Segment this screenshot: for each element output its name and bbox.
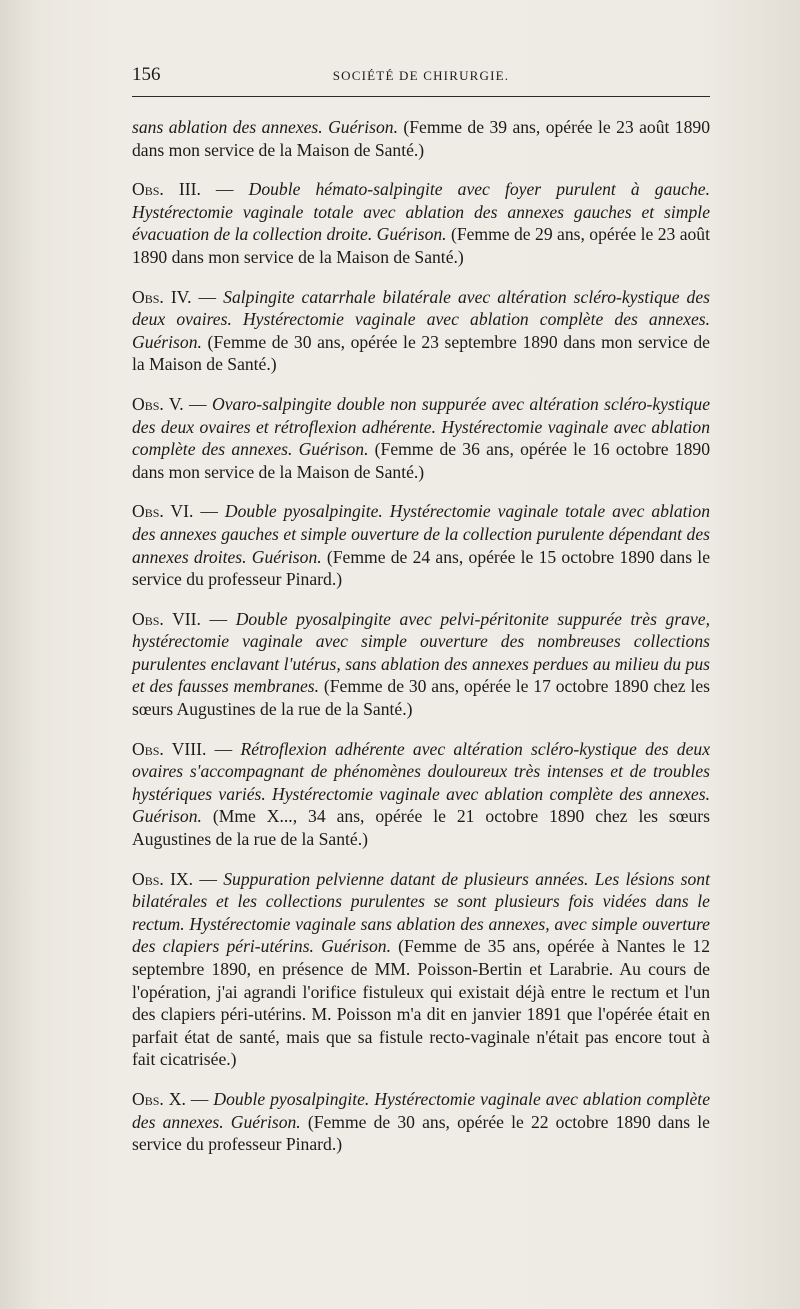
case-title: Rétroflexion adhérente avec altération scléro-kystique des deux ovaires s'accompagnant de phénomènes douloureux très intenses et de troubles hystériques variés. Hystérectomie vaginale avec ablation complète des annexes. Guérison. <box>132 738 711 827</box>
observation-label: Obs. VIII. — <box>132 738 241 759</box>
paragraph-obs-9 <box>132 868 710 1071</box>
case-details: (Femme de 36 ans, opérée le 16 octobre 1890 dans mon service de la Maison de Santé.) <box>132 439 710 482</box>
case-details: (Femme de 35 ans, opérée à Nantes le 12 septembre 1890, en présence de MM. Poisson-Bertin et Larabrie. Au cours de l'opération, j'ai agrandi l'orifice fistuleux qui existait déjà entre le rectum et l'un des clapiers péri-utérins. M. Poisson m'a dit en janvier 1891 que l'opérée était en parfait état de santé, mais que sa fistule recto-vaginale n'était pas encore tout à fait cicatrisée.) <box>132 936 711 1070</box>
paragraph-obs-3 <box>132 178 710 268</box>
case-details: (Femme de 29 ans, opérée le 23 août 1890 dans mon service de la Maison de Santé.) <box>132 224 710 267</box>
case-title: sans ablation des annexes. Guérison. <box>132 117 398 137</box>
header-rule <box>132 96 710 97</box>
page-number: 156 <box>132 64 161 85</box>
case-title: Double hémato-salpingite avec foyer purulent à gauche. Hystérectomie vaginale totale avec ablation des annexes gauches et simple évacuation de la collection droite. Guérison. <box>132 179 710 245</box>
paragraph-obs-8 <box>132 738 710 851</box>
paragraph-obs-7 <box>132 608 710 721</box>
case-title: Double pyosalpingite. Hystérectomie vaginale avec ablation complète des annexes. Guérison. <box>132 1088 710 1132</box>
case-title: Ovaro-salpingite double non suppurée avec altération scléro-kystique des deux ovaires et rétroflexion adhérente. Hystérectomie vaginale avec ablation complète des annexes. Guérison. <box>132 393 710 460</box>
paragraph-obs-10 <box>132 1088 710 1156</box>
paragraph-continuation <box>132 116 710 161</box>
running-title: SOCIÉTÉ DE CHIRURGIE. <box>332 68 510 83</box>
case-details: (Femme de 30 ans, opérée le 17 octobre 1890 chez les sœurs Augustines de la rue de la Santé.) <box>132 676 710 720</box>
case-title: Double pyosalpingite avec pelvi-péritonite suppurée très grave, hystérectomie vaginale avec simple ouverture des nombreuses collections purulentes enclavant l'utérus, sans ablation des annexes perdues au milieu du pus et des fausses membranes. <box>132 608 710 697</box>
case-details: (Femme de 30 ans, opérée le 22 octobre 1890 dans le service du professeur Pinard.) <box>132 1111 710 1155</box>
case-details: (Mme X..., 34 ans, opérée le 21 octobre 1890 chez les sœurs Augustines de la rue de la Santé.) <box>132 806 710 850</box>
observation-label: Obs. V. — <box>132 393 212 414</box>
page-header <box>132 64 710 88</box>
paragraph-obs-6 <box>132 500 710 590</box>
case-details: (Femme de 24 ans, opérée le 15 octobre 1890 dans le service du professeur Pinard.) <box>132 546 711 590</box>
paragraph-obs-5 <box>132 393 710 483</box>
case-details: (Femme de 30 ans, opérée le 23 septembre 1890 dans mon service de la Maison de Santé.) <box>132 331 710 375</box>
observation-label: Obs. IX. — <box>132 868 224 889</box>
case-title: Salpingite catarrhale bilatérale avec altération scléro-kystique des deux ovaires. Hystérectomie vaginale avec ablation complète des annexes. Guérison. <box>132 286 710 352</box>
case-title: Suppuration pelvienne datant de plusieurs années. Les lésions sont bilatérales et les collections purulentes se sont plusieurs fois vidées dans le rectum. Hystérectomie vaginale sans ablation des annexes, avec simple ouverture des clapiers péri-utérins. Guérison. <box>132 868 710 957</box>
text-body <box>132 116 710 1173</box>
observation-label: Obs. VI. — <box>132 501 225 522</box>
paragraph-obs-4 <box>132 286 710 376</box>
observation-label: Obs. VII. — <box>132 608 236 629</box>
case-title: Double pyosalpingite. Hystérectomie vaginale totale avec ablation des annexes gauches et simple ouverture de la collection purulente dépendant des annexes droites. Guérison. <box>132 501 710 567</box>
case-details: (Femme de 39 ans, opérée le 23 août 1890 dans mon service de la Maison de Santé.) <box>132 117 710 160</box>
observation-label: Obs. IV. — <box>132 286 224 307</box>
observation-label: Obs. X. — <box>132 1088 214 1109</box>
observation-label: Obs. III. — <box>132 179 249 200</box>
